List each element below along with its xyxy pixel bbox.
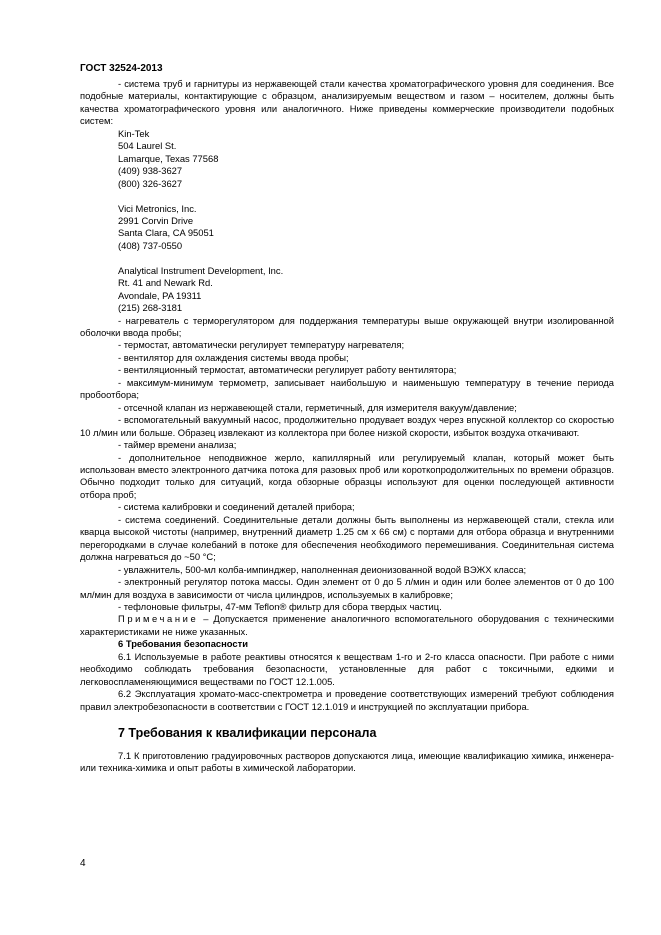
section-6-title: 6 Требования безопасности [118, 638, 248, 650]
document-header: ГОСТ 32524-2013 [80, 63, 163, 74]
list-item: - система калибровки и соединений деталей прибора; [118, 501, 355, 513]
page-number: 4 [80, 858, 86, 869]
list-item: - таймер времени анализа; [118, 439, 237, 451]
list-item: - система соединений. Соединительные детали должны быть выполнены из нержавеющей стали, стекла или кварца высокой чистоты (например, внутренний диаметр 1.25 см х 66 см) с портами для отбора образца и внутренними перегородками в случае колебаний в потоке для обеспечения необходимого перемешивания. Соединительная система должна нагреваться до ~50 °С; [80, 513, 614, 563]
vendor-line: (800) 326-3627 [118, 177, 183, 189]
vendor-line: 504 Laurel St. [118, 140, 177, 152]
vendor-line: Analytical Instrument Development, Inc. [118, 264, 284, 276]
vendor-line: (215) 268-3181 [118, 302, 183, 314]
section-7-title: 7 Требования к квалификации персонала [118, 726, 377, 741]
paragraph-tubing: - система труб и гарнитуры из нержавеющей стали качества хроматографического уровня для соединения. Все подобные материалы, контактирующие с образцом, анализируемым веществом и газом – носителем, должны быть качества хроматографического уровня или аналогичного. Ниже приведены коммерческие производители подобных систем: [80, 78, 614, 127]
list-item: - увлажнитель, 500-мл колба-импинджер, наполненная деионизованной водой ВЭЖХ класса; [118, 563, 527, 575]
vendor-line: Avondale, PA 19311 [118, 289, 202, 301]
note-label: Примечание [118, 613, 199, 625]
section-6-paragraph: 6.2 Эксплуатация хромато-масс-спектрометра и проведение соответствующих измерений требуют соблюдения правил электробезопасности в соответствии с ГОСТ 12.1.019 и инструкцией по эксплуатации прибора. [80, 688, 614, 712]
vendor-line: (409) 938-3627 [118, 165, 183, 177]
vendor-line: Santa Clara, CA 95051 [118, 227, 214, 239]
vendor-line: Kin-Tek [118, 127, 150, 139]
list-item: - электронный регулятор потока массы. Один элемент от 0 до 5 л/мин и один или более элементов от 0 до 100 мл/мин для воздуха в зависимости от числа цилиндров, используемых в калибровке; [80, 576, 614, 600]
list-item: - дополнительное неподвижное жерло, капиллярный или регулируемый клапан, который может быть использован вместо электронного датчика потока для разовых проб или короткопродолжительных по времени образцов. Обычно подходит только для ситуаций, когда обзорные образцы используют для оценки последующей активности отбора проб; [80, 451, 614, 500]
section-7-paragraph: 7.1 К приготовлению градуировочных растворов допускаются лица, имеющие квалификацию химика, инженера- или техника-химика и опыт работы в химической лаборатории. [80, 749, 614, 773]
vendor-line: Vici Metronics, Inc. [118, 202, 197, 214]
list-item: - вентиляционный термостат, автоматически регулирует работу вентилятора; [118, 364, 457, 376]
list-item: - нагреватель с терморегулятором для поддержания температуры выше окружающей внутри изолированной оболочки ввода пробы; [80, 314, 614, 339]
list-item: - вспомогательный вакуумный насос, продолжительно продувает воздух через впускной коллектор со скоростью 10 л/мин или больше. Образец извлекают из коллектора при более низкой скорости, избыток воздуха откачивают. [80, 414, 614, 438]
list-item: - термостат, автоматически регулирует температуру нагревателя; [118, 339, 405, 351]
vendor-line: 2991 Corvin Drive [118, 214, 194, 226]
list-item: - вентилятор для охлаждения системы ввода пробы; [118, 351, 349, 363]
vendor-block-3 [80, 265, 614, 315]
list-item: - максимум-минимум термометр, записывает наибольшую и наименьшую температуру в течение периода пробоотбора; [80, 376, 614, 401]
vendor-line: Rt. 41 and Newark Rd. [118, 277, 213, 289]
vendor-block-2 [80, 203, 614, 253]
list-item: - отсечной клапан из нержавеющей стали, герметичный, для измерителя вакуум/давление; [118, 401, 517, 413]
section-6-paragraph: 6.1 Используемые в работе реактивы относятся к веществам 1-го и 2-го класса опасности. При работе с ними необходимо соблюдать требования безопасности, установленные для работ с токсичными, едкими и легковоспламеняющимися веществами по ГОСТ 12.1.005. [80, 650, 614, 687]
list-item: - тефлоновые фильтры, 47-мм Teflon® фильтр для сбора твердых частиц. [118, 601, 442, 612]
vendor-block-1 [80, 128, 614, 190]
vendor-line: Lamarque, Texas 77568 [118, 152, 219, 164]
note-text: – Допускается применение аналогичного вспомогательного оборудования с техническими характеристиками не ниже указанных. [80, 613, 614, 637]
vendor-line: (408) 737-0550 [118, 239, 183, 251]
note-paragraph [80, 613, 614, 638]
document-body [80, 78, 614, 774]
